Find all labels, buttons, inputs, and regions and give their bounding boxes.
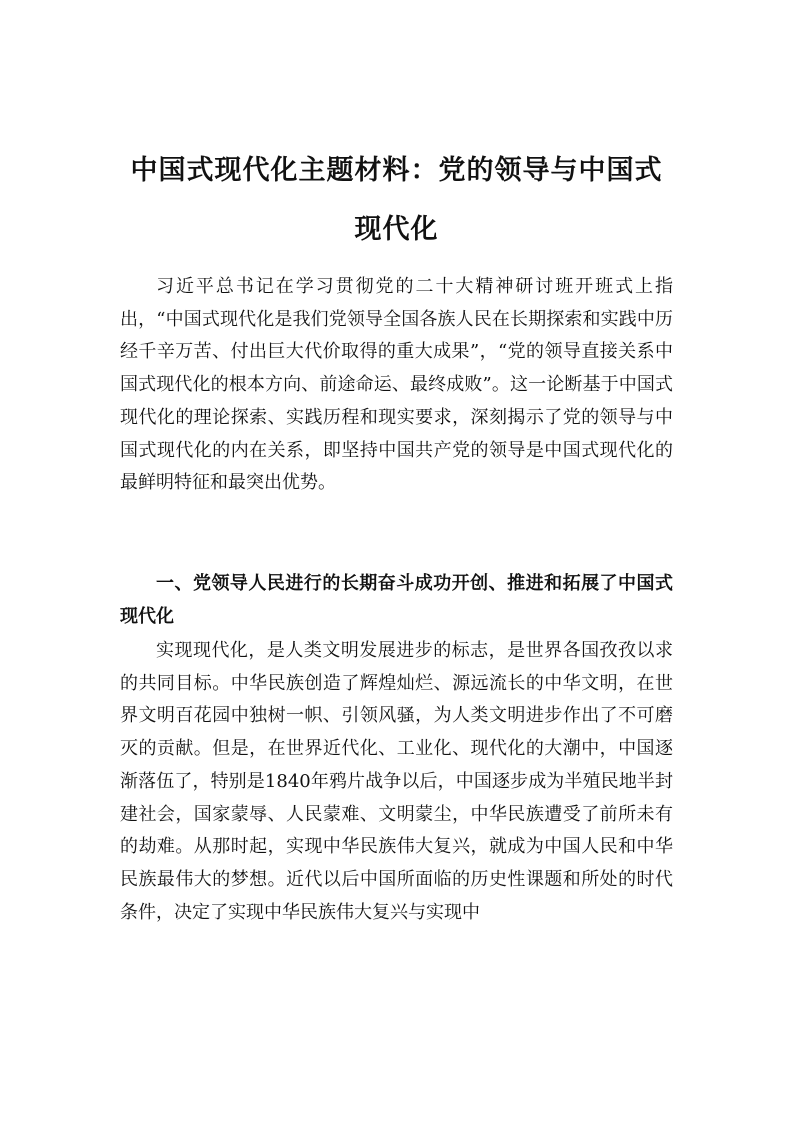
intro-paragraph: 习近平总书记在学习贯彻党的二十大精神研讨班开班式上指出，“中国式现代化是我们党领导全国各族人民在长期探索和实践中历经千辛万苦、付出巨大代价取得的重大成果”，“党的领导直接关系中国式现代化的根本方向、前途命运、最终成败”。这一论断基于中国式现代化的理论探索、实践历程和现实要求，深刻揭示了党的领导与中国式现代化的内在关系，即坚持中国共产党的领导是中国式现代化的最鲜明特征和最突出优势。 [120, 276, 673, 494]
document-title-line-2: 现代化 [354, 214, 439, 245]
section-heading-1: 一、党领导人民进行的长期奋斗成功开创、推进和拓展了中国式现代化 [120, 573, 673, 627]
body-paragraph-1: 实现现代化，是人类文明发展进步的标志，是世界各国孜孜以求的共同目标。中华民族创造了辉煌灿烂、源远流长的中华文明，在世界文明百花园中独树一帜、引领风骚，为人类文明进步作出了不可磨灭的贡献。但是，在世界近代化、工业化、现代化的大潮中，中国逐渐落伍了，特别是1840年鸦片战争以后，中国逐步成为半殖民地半封建社会，国家蒙辱、人民蒙难、文明蒙尘，中华民族遭受了前所未有的劫难。从那时起，实现中华民族伟大复兴，就成为中国人民和中华民族最伟大的梦想。近代以后中国所面临的历史性课题和所处的时代条件，决定了实现中华民族伟大复兴与实现中 [120, 640, 673, 923]
document-title-line-1: 中国式现代化主题材料：党的领导与中国式 [130, 155, 663, 186]
